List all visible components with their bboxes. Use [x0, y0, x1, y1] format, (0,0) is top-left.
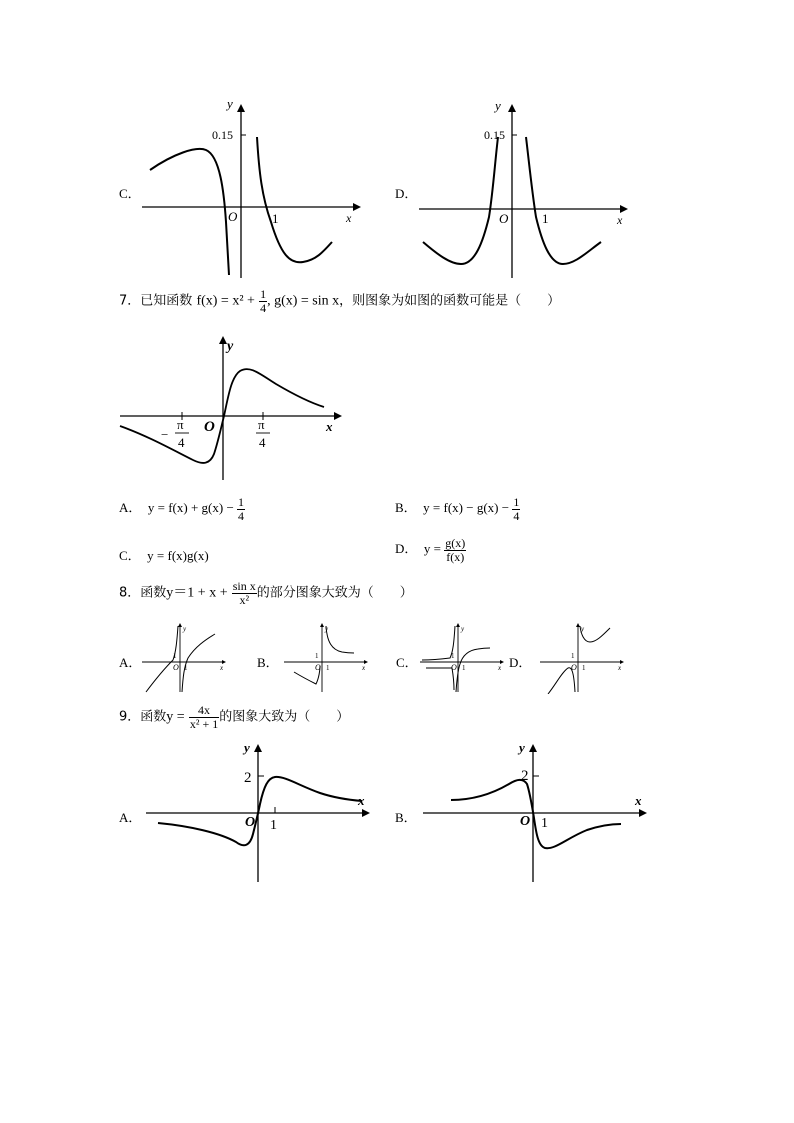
y-axis-label: y: [495, 98, 501, 113]
q7-option-c[interactable]: C． y = f(x)g(x): [119, 548, 209, 563]
svg-text:y: y: [461, 625, 465, 633]
f-definition: f(x) = x² +: [196, 293, 255, 309]
tick-num-pos: π: [258, 417, 265, 432]
q9-option-b-label[interactable]: B．: [395, 810, 417, 825]
q8-fraction: $\frac{\text{sin x}}{\text{x²}}$: [232, 579, 256, 607]
option-d-label[interactable]: D．: [395, 186, 418, 201]
origin-label: O: [204, 419, 215, 435]
svg-text:O: O: [571, 663, 577, 672]
curve-right-branch: [526, 137, 601, 264]
svg-text:y: y: [581, 625, 585, 633]
q8-graph-d[interactable]: [538, 622, 628, 694]
q8-option-b-label[interactable]: B．: [257, 655, 279, 670]
svg-text:y: y: [183, 625, 187, 633]
tick-num-neg: π: [177, 417, 184, 432]
q7-graph: [118, 332, 348, 484]
y-axis-arrow: [529, 744, 537, 752]
g-definition: , g(x) = sin x: [267, 293, 340, 309]
q8-graph-a[interactable]: [140, 622, 228, 694]
x-axis-label: x: [617, 213, 623, 227]
curve-right-branch: [257, 137, 332, 262]
y-axis-arrow: [254, 744, 262, 752]
question-number: 7．: [119, 293, 141, 309]
curve: [451, 780, 621, 848]
svg-text:1: 1: [173, 652, 177, 660]
q8-graph-c[interactable]: [418, 622, 506, 694]
f-fraction: $\frac{1}{4}$: [260, 287, 267, 315]
q7-option-a[interactable]: A． y = f(x) + g(x) − $\frac{1}{4}$: [119, 495, 245, 523]
y-axis-label: y: [227, 96, 233, 111]
svg-text:1: 1: [451, 652, 455, 660]
stem-suffix: ，则图象为如图的函数可能是（ ）: [339, 293, 561, 309]
curve-left-branch: [423, 137, 498, 264]
x-tick-label: 1: [541, 816, 548, 831]
q8-option-a-label[interactable]: A．: [119, 655, 142, 670]
q9-option-a-label[interactable]: A．: [119, 810, 142, 825]
y-axis-arrow: [237, 104, 245, 112]
svg-text:x: x: [498, 664, 502, 672]
x-tick-label: 1: [542, 211, 549, 226]
stem-prefix: 已知函数: [140, 293, 193, 309]
svg-text:O: O: [173, 663, 179, 672]
q6-graph-c[interactable]: [138, 92, 368, 287]
expr: y =: [166, 709, 185, 725]
x-axis-label: x: [635, 793, 642, 808]
svg-text:1: 1: [571, 652, 575, 660]
stem-prefix: 函数: [140, 585, 167, 601]
q9-graph-a[interactable]: [140, 738, 375, 886]
q8-graph-b[interactable]: [282, 622, 370, 694]
stem-suffix: 的部分图象大致为（ ）: [256, 585, 413, 601]
x-axis-label: x: [326, 419, 333, 434]
q9-fraction: $\frac{4x}{\text{x² + 1}}$: [189, 703, 219, 731]
x-axis-label: x: [346, 211, 352, 225]
svg-text:x: x: [362, 664, 366, 672]
curve-left-branch: [150, 149, 229, 275]
svg-text:x: x: [220, 664, 224, 672]
y-axis-label: y: [227, 339, 234, 354]
svg-text:x: x: [618, 664, 622, 672]
q9-stem: [119, 704, 349, 730]
y-tick-label: 2: [244, 770, 252, 786]
option-c-label[interactable]: C．: [119, 186, 141, 201]
origin-label: O: [245, 815, 256, 830]
q8-option-c-label[interactable]: C．: [396, 655, 418, 670]
svg-text:y: y: [325, 625, 329, 633]
svg-text:1: 1: [184, 664, 188, 672]
y-tick-label: 2: [521, 768, 529, 784]
q8-option-d-label[interactable]: D．: [509, 655, 532, 670]
svg-text:1: 1: [582, 664, 586, 672]
tick-den-pos: 4: [259, 435, 266, 450]
svg-text:1: 1: [315, 652, 319, 660]
neg-sign: −: [161, 427, 169, 442]
stem-suffix: 的图象大致为（ ）: [219, 709, 350, 725]
stem-prefix: 函数: [140, 709, 167, 725]
x-axis-arrow: [620, 205, 628, 213]
y-axis-arrow: [219, 336, 227, 344]
q6-graph-d[interactable]: [415, 92, 640, 287]
x-axis-arrow: [353, 203, 361, 211]
q7-option-b[interactable]: B． y = f(x) − g(x) − $\frac{1}{4}$: [395, 495, 520, 523]
x-tick-label: 1: [272, 211, 279, 226]
q9-graph-b[interactable]: [417, 738, 652, 886]
q7-option-d[interactable]: D． y = $\frac{g(x)}{f(x)}$: [395, 536, 466, 564]
question-number: 9．: [119, 709, 141, 725]
x-tick-label: 1: [270, 818, 277, 833]
tick-den-neg: 4: [178, 435, 185, 450]
y-tick-label: 0.15: [212, 128, 233, 142]
svg-text:1: 1: [462, 664, 466, 672]
y-axis-arrow: [508, 104, 516, 112]
y-tick-label: 0.15: [484, 128, 505, 142]
q8-stem: [119, 580, 413, 606]
svg-text:O: O: [315, 663, 321, 672]
origin-label: O: [520, 814, 531, 829]
y-axis-label: y: [244, 740, 250, 755]
x-axis-arrow: [334, 412, 342, 420]
origin-label: O: [228, 209, 238, 224]
origin-label: O: [499, 211, 509, 226]
y-axis-label: y: [519, 740, 525, 755]
question-number: 8．: [119, 585, 141, 601]
x-axis-arrow: [362, 809, 370, 817]
svg-text:O: O: [451, 663, 457, 672]
curve: [158, 777, 362, 845]
expr: y＝1 + x +: [166, 585, 228, 601]
x-axis-label: x: [358, 793, 365, 808]
x-axis-arrow: [639, 809, 647, 817]
q7-stem: [119, 288, 560, 314]
svg-text:1: 1: [326, 664, 330, 672]
